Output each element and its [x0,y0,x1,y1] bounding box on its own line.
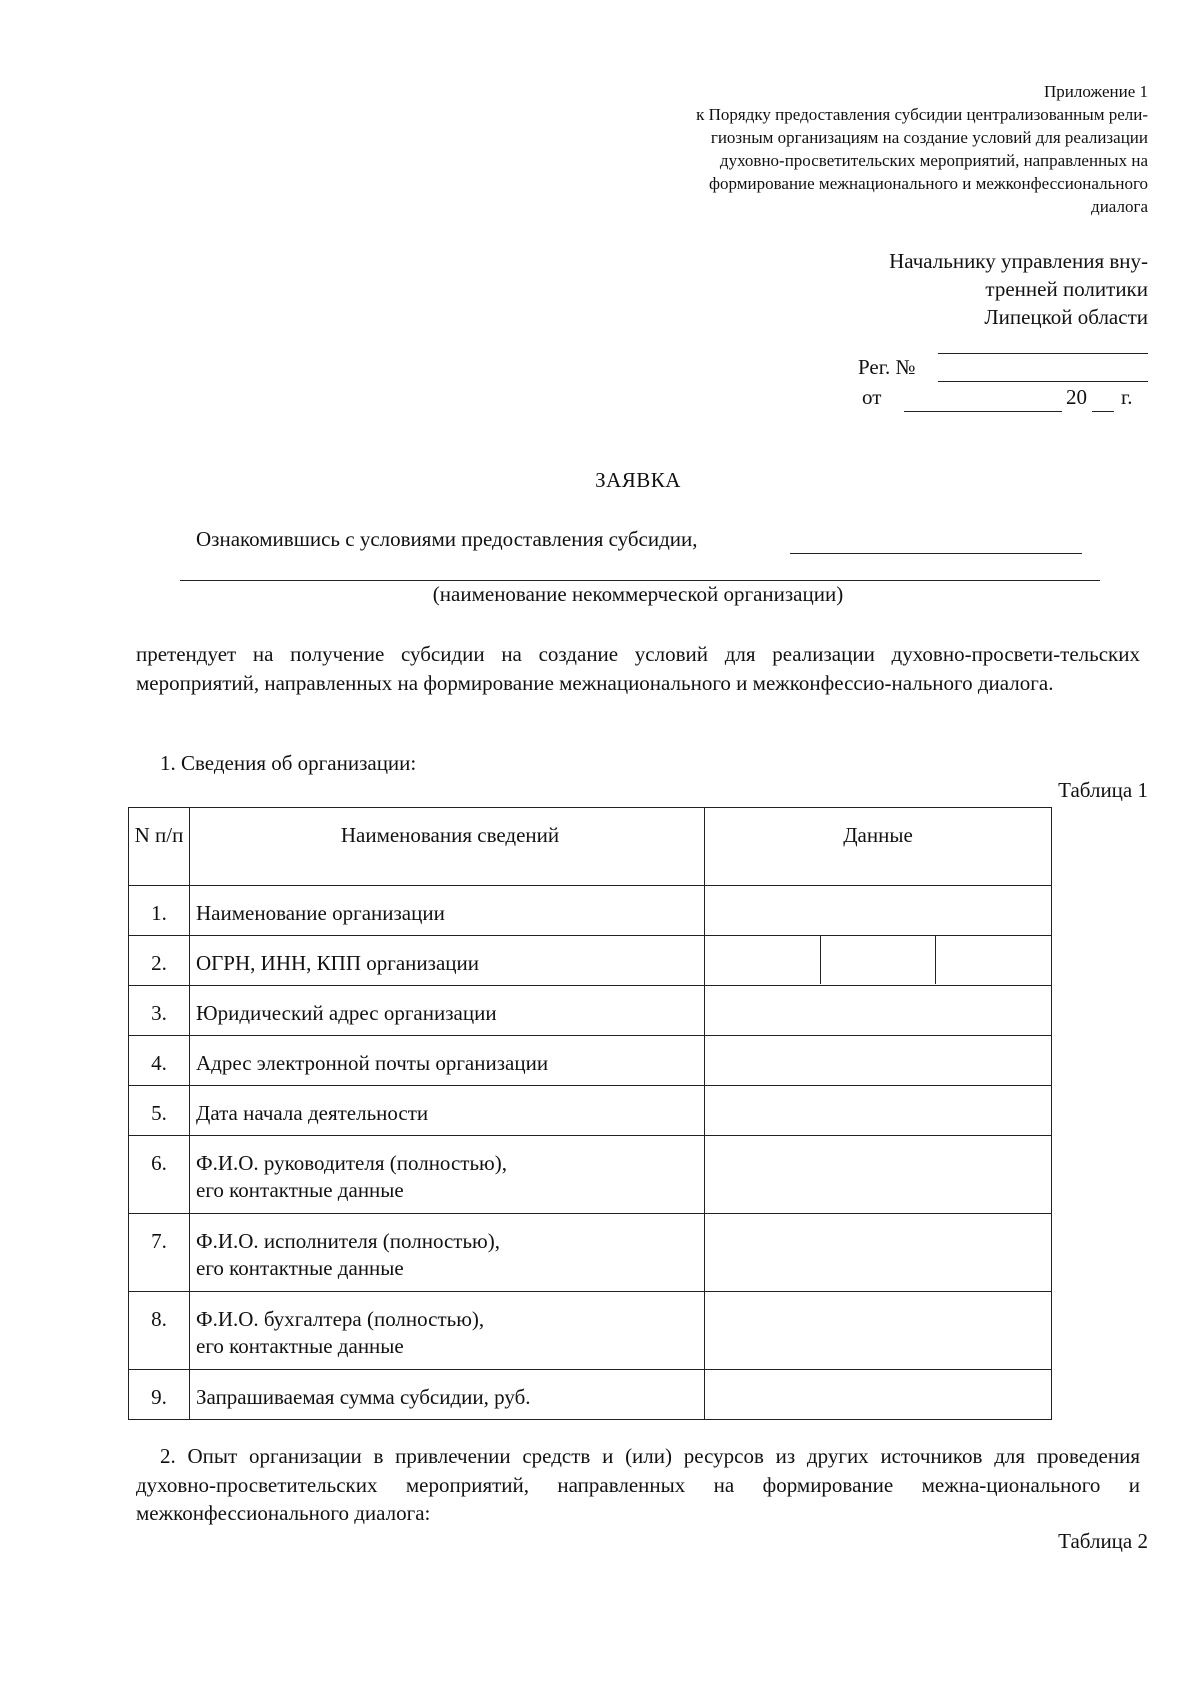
document-title: ЗАЯВКА [595,468,681,492]
appendix-line: гиозным организациям на создание условий для реализации [710,128,1148,147]
row-label: Дата начала деятельности [190,1086,705,1136]
row-label-line: Ф.И.О. руководителя (полностью), [196,1151,507,1175]
data-cell[interactable] [705,1086,1052,1136]
data-cell[interactable] [705,1292,1052,1370]
addressee-block [828,247,1148,331]
addressee-line: Липецкой области [984,305,1148,329]
inn-cell[interactable] [820,936,936,984]
column-header-data: Данные [705,808,1052,886]
data-cell[interactable] [705,1136,1052,1214]
row-number: 7. [129,1214,190,1292]
intro-text: Ознакомившись с условиями предоставления субсидии, [196,527,698,551]
organization-info-table [128,807,1052,1420]
year-suffix: г. [1121,385,1133,409]
row-number: 9. [129,1370,190,1420]
section-1-heading: 1. Сведения об организации: [160,751,417,775]
row-label-line: Ф.И.О. бухгалтера (полностью), [196,1307,485,1331]
table-row [129,1214,1052,1292]
date-from-label: от [862,385,882,409]
table-row [129,1370,1052,1420]
signature-line[interactable] [938,353,1148,354]
year-field[interactable] [1092,411,1114,412]
org-name-field-continued[interactable] [180,580,1100,581]
table-row [129,986,1052,1036]
data-cell[interactable] [705,1214,1052,1292]
row-number: 5. [129,1086,190,1136]
data-cell[interactable] [705,1370,1052,1420]
org-name-caption: (наименование некоммерческой организации) [432,582,844,606]
column-header-number: N п/п [129,808,190,886]
reg-number-label: Рег. № [858,355,916,379]
appendix-header [588,80,1148,218]
row-label: Адрес электронной почты организации [190,1036,705,1086]
year-prefix: 20 [1066,385,1087,409]
row-number: 1. [129,886,190,936]
row-label: ОГРН, ИНН, КПП организации [190,936,705,986]
row-number: 4. [129,1036,190,1086]
section-2-paragraph: 2. Опыт организации в привлечении средств и (или) ресурсов из других источников для проведения духовно-просветительских мероприятий, направленных на формирование межна-ционального и межконфессионального диалога: [136,1444,1140,1525]
row-label-line: его контактные данные [196,1334,404,1358]
row-label-line: Ф.И.О. исполнителя (полностью), [196,1229,500,1253]
row-label [190,1214,705,1292]
row-label [190,1136,705,1214]
column-header-name: Наименования сведений [190,808,705,886]
claim-paragraph: претендует на получение субсидии на создание условий для реализации духовно-просвети-тельских мероприятий, направленных на формирование межнационального и межконфессио-нального диалога. [136,642,1140,695]
ogrn-cell[interactable] [705,936,820,984]
appendix-line: духовно-просветительских мероприятий, направленных на [719,151,1148,170]
appendix-line: диалога [1091,197,1148,216]
appendix-line: к Порядку предоставления субсидии централизованным рели- [696,105,1148,124]
table-row [129,1086,1052,1136]
data-cell[interactable] [705,1036,1052,1086]
row-label: Запрашиваемая сумма субсидии, руб. [190,1370,705,1420]
row-number: 2. [129,936,190,986]
row-label: Юридический адрес организации [190,986,705,1036]
data-cell [705,936,1052,986]
appendix-line: формирование межнационального и межконфессионального [708,174,1148,193]
org-name-field[interactable] [790,553,1082,554]
row-label: Наименование организации [190,886,705,936]
table-row [129,886,1052,936]
kpp-cell[interactable] [935,936,1051,984]
table-1-caption: Таблица 1 [1058,778,1148,802]
row-label-line: его контактные данные [196,1256,404,1280]
row-number: 3. [129,986,190,1036]
row-number: 8. [129,1292,190,1370]
date-field[interactable] [904,411,1062,412]
addressee-line: тренней политики [985,277,1148,301]
reg-number-field[interactable] [938,381,1148,382]
table-row [129,936,1052,986]
appendix-line: Приложение 1 [1044,82,1148,101]
data-cell[interactable] [705,986,1052,1036]
row-number: 6. [129,1136,190,1214]
data-cell[interactable] [705,886,1052,936]
table-row [129,1136,1052,1214]
table-row [129,1292,1052,1370]
table-header-row [129,808,1052,886]
row-label-line: его контактные данные [196,1178,404,1202]
table-row [129,1036,1052,1086]
addressee-line: Начальнику управления вну- [889,249,1148,273]
table-2-caption: Таблица 2 [1058,1529,1148,1553]
row-label [190,1292,705,1370]
